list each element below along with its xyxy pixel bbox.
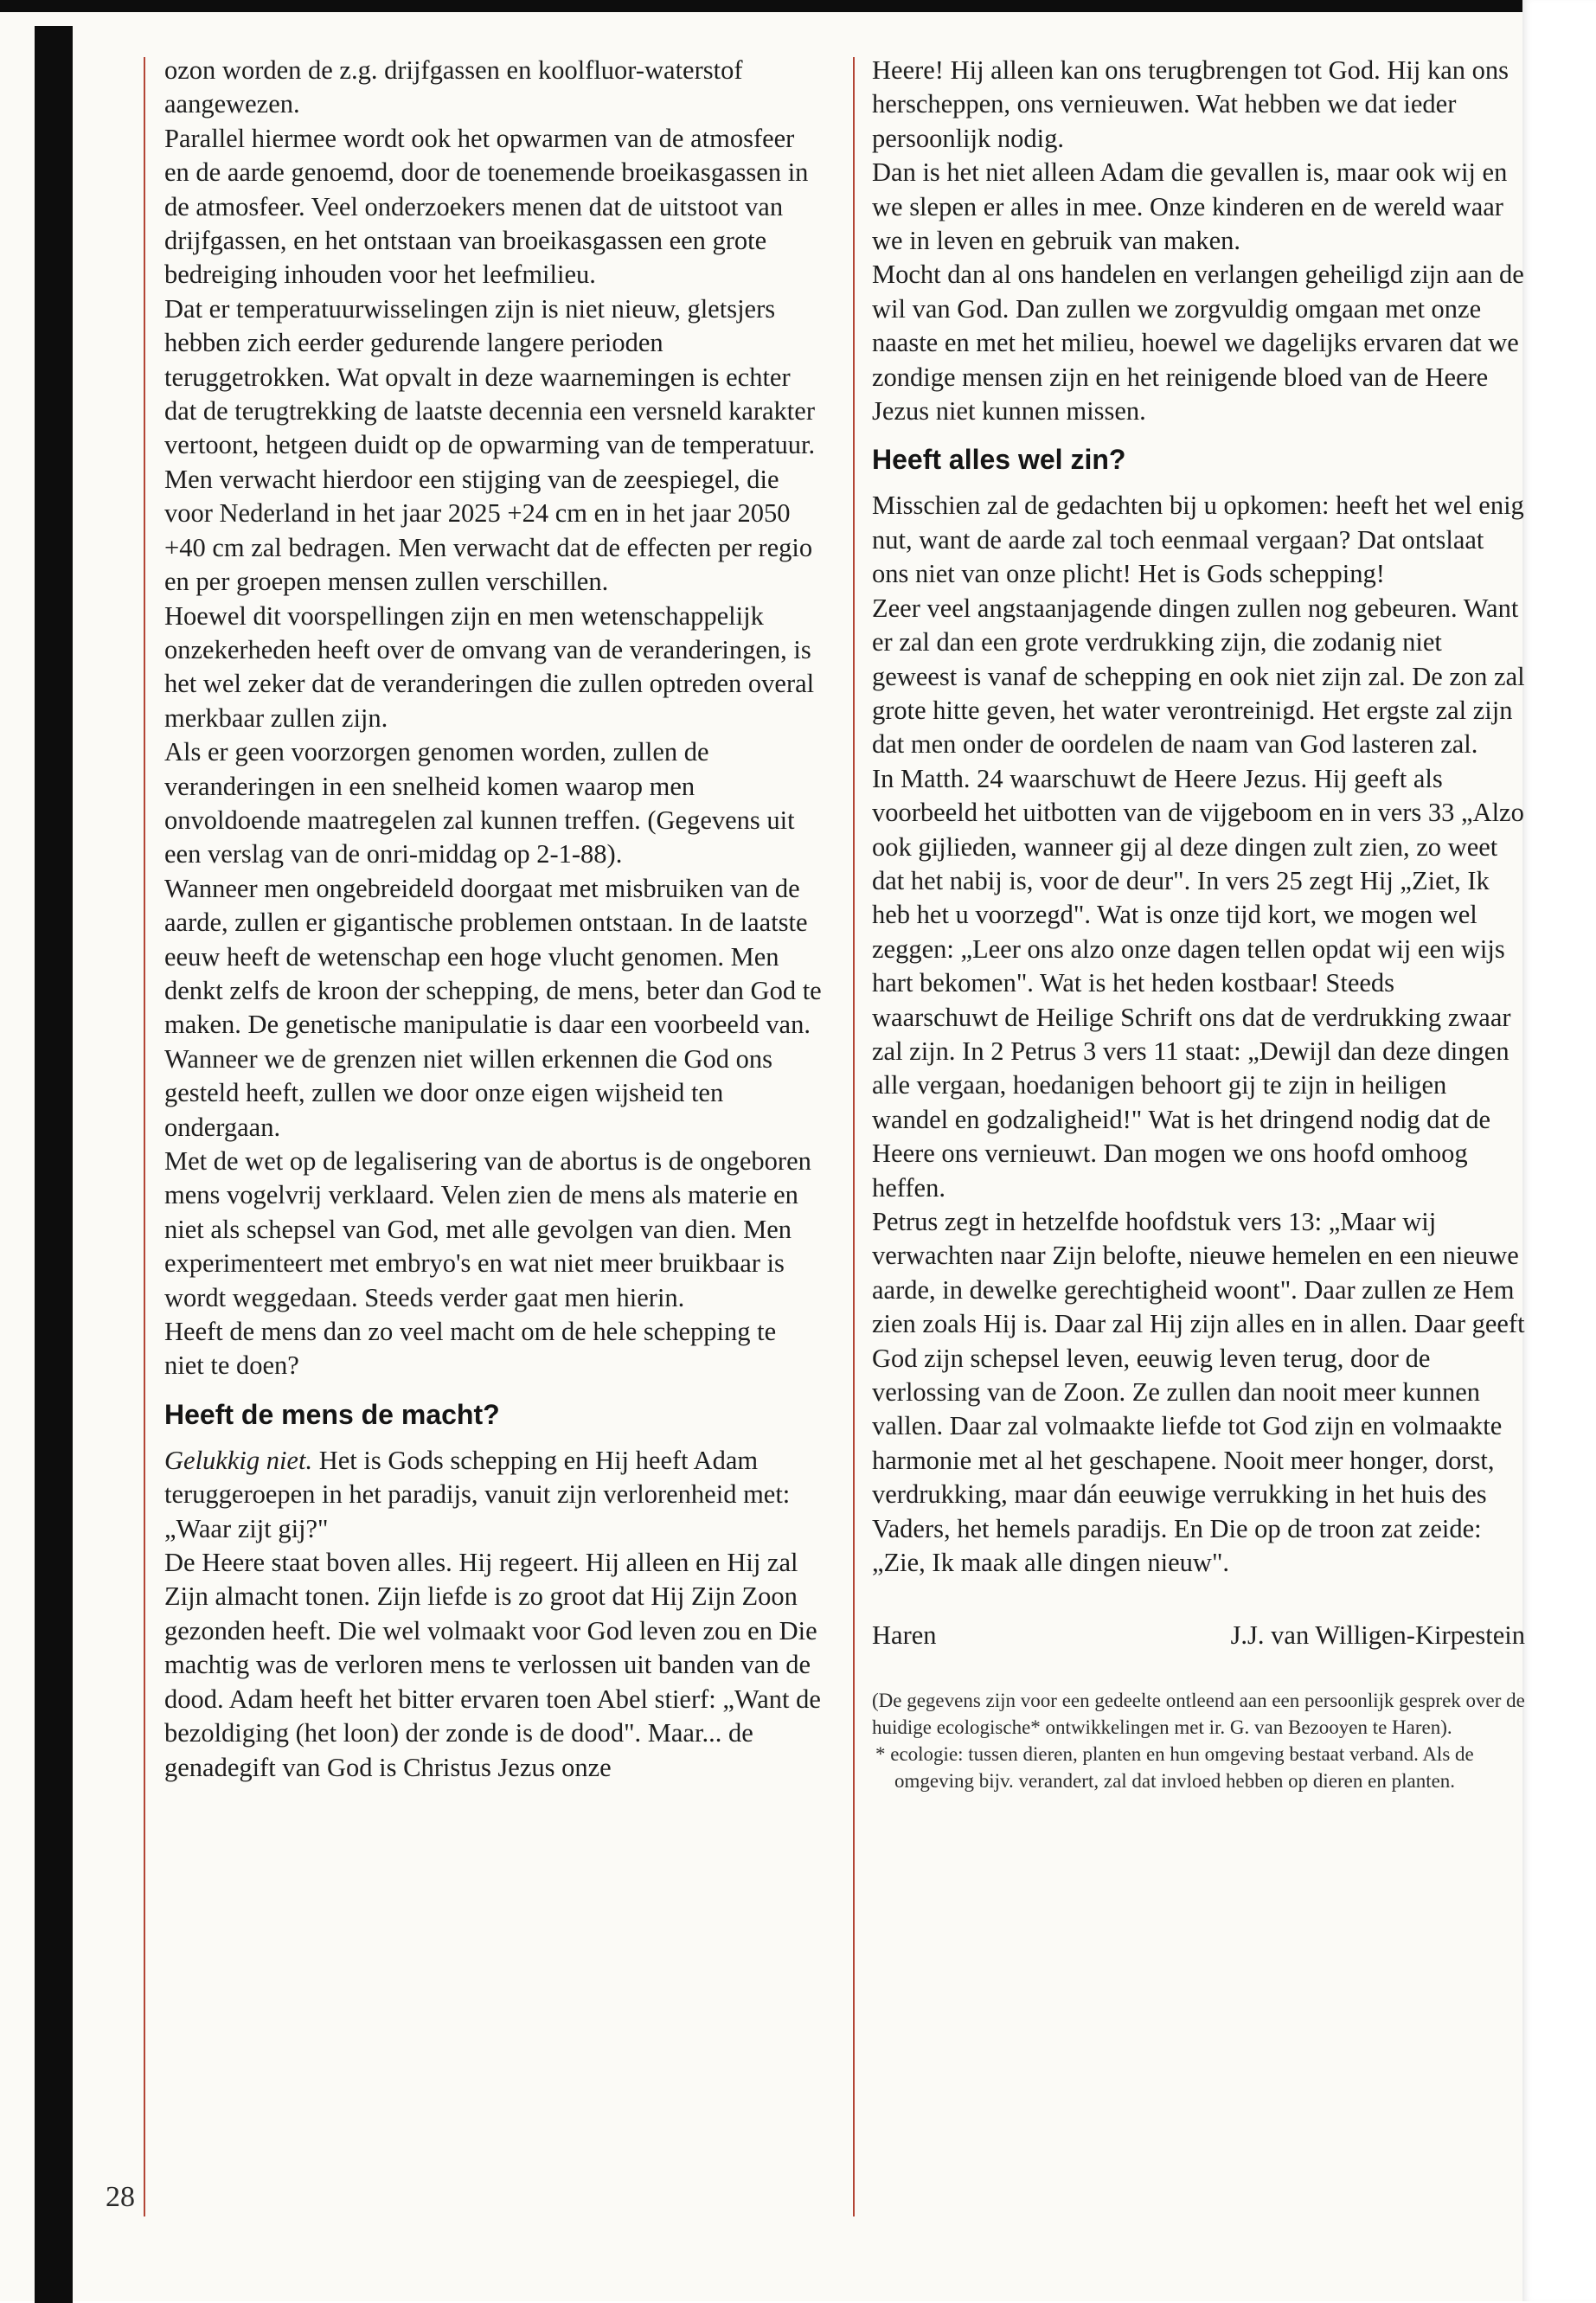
paragraph-text: Het is Gods schepping en Hij heeft Adam teruggeroepen in het paradijs, vanuit zijn verlorenheid met: „Waar zijt gij?" [164, 1445, 791, 1543]
paragraph: Petrus zegt in hetzelfde hoofdstuk vers 13: „Maar wij verwachten naar Zijn belofte, nieuwe hemelen en een nieuwe aarde, in dewelke gerechtigheid woont". Daar zullen ze Hem zien zoals Hij is. Daar zal Hij zijn alles en in allen. Daar geeft God zijn schepsel leven, eeuwig leven terug, door de verlossing van de Zoon. Ze zullen dan nooit meer kunnen vallen. Daar zal volmaakte liefde tot God zijn en volmaakte harmonie met al het geschapene. Nooit meer honger, dorst, verdrukking, maar dán eeuwige verrukking in het huis des Vaders, het hemels paradijs. En Die op de troon zat zeide: „Zie, Ik maak alle dingen nieuw". [872, 1207, 1525, 1578]
left-column [164, 54, 822, 1785]
left-column-rule [144, 57, 145, 2216]
left-black-band [35, 26, 73, 2303]
paragraph: Misschien zal de gedachten bij u opkomen: heeft het wel enig nut, want de aarde zal toch eenmaal vergaan? Dat ontslaat ons niet van onze plicht! Het is Gods schepping! [872, 491, 1524, 589]
paragraph [164, 1444, 822, 1546]
paragraph: Dat er temperatuurwisselingen zijn is niet nieuw, gletsjers hebben zich eerder gedurende langere perioden teruggetrokken. Wat opvalt in deze waarnemingen is echter dat de terugtrekking de laatste decennia een versneld karakter vertoont, hetgeen duidt op de opwarming van de temperatuur. Men verwacht hierdoor een stijging van de zeespiegel, die voor Nederland in het jaar 2025 +24 cm en in het jaar 2050 +40 cm zal bedragen. Men verwacht dat de effecten per regio en per groepen mensen zullen verschillen. [164, 293, 816, 597]
place: Haren [872, 1620, 937, 1651]
paragraph: Mocht dan al ons handelen en verlangen geheiligd zijn aan de wil van God. Dan zullen we zorgvuldig omgaan met onze naaste en met het milieu, hoewel we dagelijks ervaren dat we zondige mensen zijn en het reinigende bloed van de Heere Jezus niet kunnen missen. [872, 260, 1524, 427]
paragraph: Zeer veel angstaanjagende dingen zullen nog gebeuren. Want er zal dan een grote verdrukking zijn, die zodanig niet geweest is vanaf de schepping en ook niet zijn zal. De zon zal grote hitte geven, het water verontreinigd. Het ergste zal zijn dat men onder de oordelen de naam van God lasteren zal. [872, 593, 1525, 760]
paragraph: De Heere staat boven alles. Hij regeert. Hij alleen en Hij zal Zijn almacht tonen. Zijn liefde is zo groot dat Hij Zijn Zoon gezonden heeft. Die wel volmaakt voor God leven zou en Die machtig was de verloren mens te verlossen uit banden van de dood. Adam heeft het bitter ervaren toen Abel stierf: „Want de bezoldiging (het loon) der zonde is de dood". Maar... de genadegift van God is Christus Jezus onze [164, 1548, 821, 1782]
author: J.J. van Willigen-Kirpestein [1230, 1620, 1525, 1651]
source-note [872, 1687, 1525, 1794]
paragraph: Wanneer men ongebreideld doorgaat met misbruiken van de aarde, zullen er gigantische problemen ontstaan. In de laatste eeuw heeft de wetenschap een hoge vlucht genomen. Men denkt zelfs de kroon der schepping, de mens, beter dan God te maken. De genetische manipulatie is daar een voorbeeld van. Wanneer we de grenzen niet willen erkennen die God ons gesteld heeft, zullen we door onze eigen wijsheid ten ondergaan. [164, 873, 822, 1142]
right-column [872, 54, 1525, 1794]
note-text: (De gegevens zijn voor een gedeelte ontleend aan een persoonlijk gesprek over de huidige ecologische* ontwikkelingen met ir. G. van Bezooyen te Haren). [872, 1690, 1525, 1739]
paragraph: In Matth. 24 waarschuwt de Heere Jezus. Hij geeft als voorbeeld het uitbotten van de vijgeboom en in vers 33 „Alzo ook gijlieden, wanneer gij al deze dingen zult zien, zo weet dat het nabij is, voor de deur". In vers 25 zegt Hij „Ziet, Ik heb het u voorzegd". Wat is onze tijd kort, we mogen wel zeggen: „Leer ons alzo onze dagen tellen opdat wij een wijs hart bekomen". Wat is het heden kostbaar! Steeds waarschuwt de Heilige Schrift ons dat de verdrukking zwaar zal zijn. In 2 Petrus 3 vers 11 staat: „Dewijl dan deze dingen alle vergaan, hoedanigen behoort gij te zijn in heiligen wandel en godzaligheid!" Wat is het dringend nodig dat de Heere ons vernieuwt. Dan mogen we ons hoofd omhoog heffen. [872, 763, 1524, 1203]
top-black-rule [0, 0, 1522, 12]
paragraph: Heeft de mens dan zo veel macht om de hele schepping te niet te doen? [164, 1317, 777, 1381]
paragraph: Met de wet op de legalisering van de abortus is de ongeboren mens vogelvrij verklaard. Velen zien de mens als materie en niet als schepsel van God, met alle gevolgen van dien. Men experimenteert met embryo's en wat niet meer bruikbaar is wordt weggedaan. Steeds verder gaat men hierin. [164, 1146, 811, 1312]
paragraph: ozon worden de z.g. drijfgassen en koolfluor-waterstof aangewezen. [164, 55, 743, 119]
italic-lead: Gelukkig niet. [164, 1445, 313, 1475]
paragraph: Dan is het niet alleen Adam die gevallen is, maar ook wij en we slepen er alles in mee. Onze kinderen en de wereld waar we in leven en gebruik van maken. [872, 157, 1508, 256]
paragraph: Heere! Hij alleen kan ons terugbrengen tot God. Hij kan ons herscheppen, ons vernieuwen. Wat hebben we dat ieder persoonlijk nodig. [872, 55, 1509, 153]
paragraph: Parallel hiermee wordt ook het opwarmen van de atmosfeer en de aarde genoemd, door de toenemende broeikasgassen in de atmosfeer. Veel onderzoekers menen dat de uitstoot van drijfgassen, en het ontstaan van broeikasgassen een grote bedreiging inhouden voor het leefmilieu. [164, 123, 809, 290]
paragraph: Hoewel dit voorspellingen zijn en men wetenschappelijk onzekerheden heeft over de omvang van de veranderingen, is het wel zeker dat de veranderingen die zullen optreden overal merkbaar zullen zijn. [164, 600, 815, 733]
section-heading: Heeft alles wel zin? [872, 444, 1126, 476]
right-column-rule [853, 57, 855, 2216]
paragraph: Als er geen voorzorgen genomen worden, zullen de veranderingen in een snelheid komen waarop men onvoldoende maatregelen zal kunnen treffen. (Gegevens uit een verslag van de onri-middag op 2-1-88). [164, 737, 795, 869]
page-number: 28 [106, 2181, 135, 2213]
page-edge [1522, 0, 1596, 2301]
footnote: * ecologie: tussen dieren, planten en hun omgeving bestaat verband. Als de omgeving bijv. verandert, zal dat invloed hebben op dieren en planten. [875, 1743, 1474, 1793]
signature-line [872, 1618, 1525, 1652]
section-heading: Heeft de mens de macht? [164, 1398, 500, 1430]
